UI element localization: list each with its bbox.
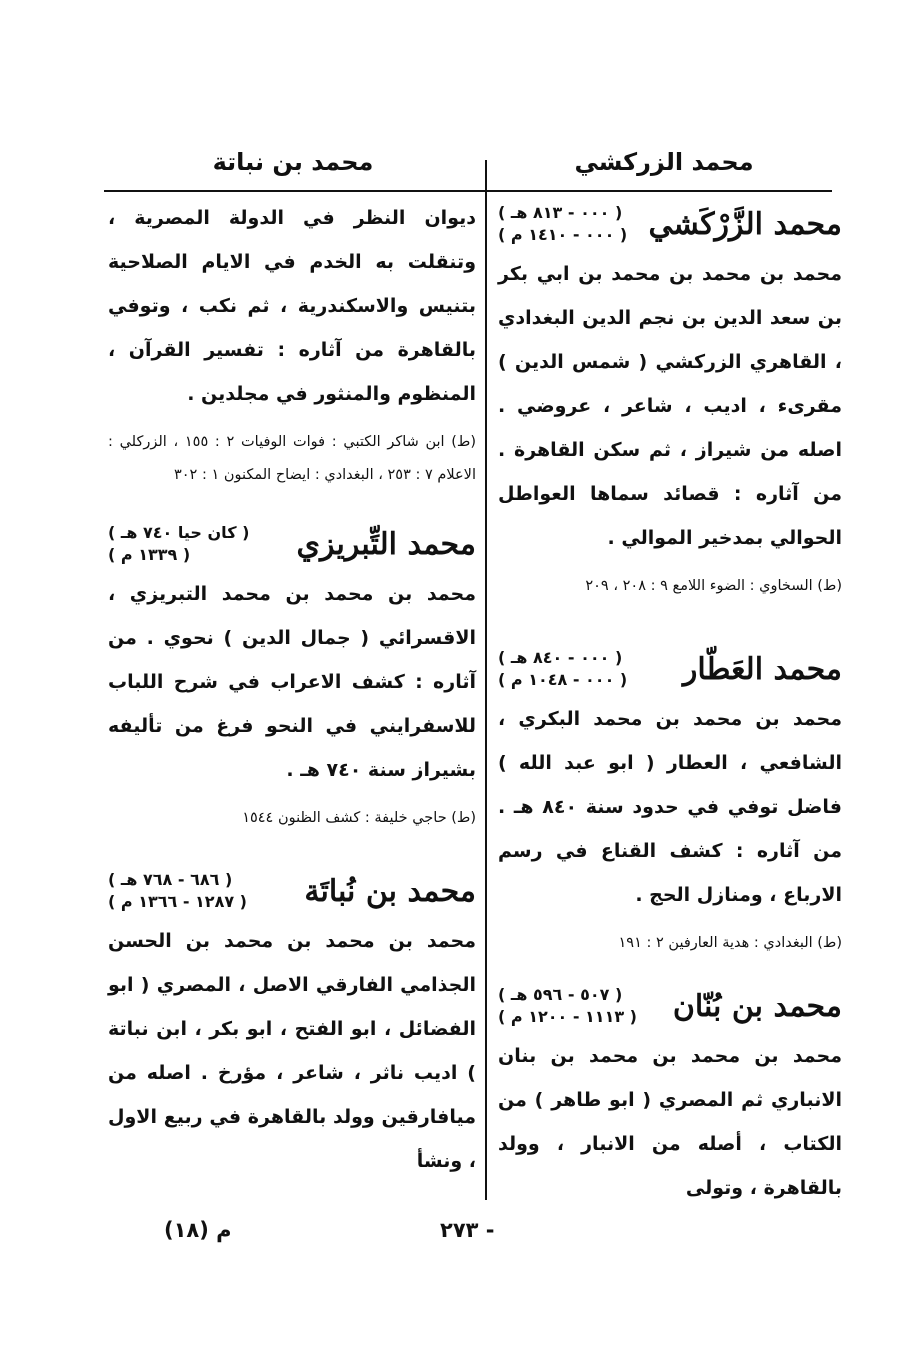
entry-tabrizi [108, 522, 476, 835]
page-number: - ٢٧٣ [440, 1218, 495, 1242]
entry-name: محمد التِّبريزي [296, 526, 476, 562]
entry-ibn-bunnan [498, 984, 842, 1210]
entry-zarkashi [498, 202, 842, 603]
signature-mark: م (١٨) [164, 1218, 232, 1242]
hijri-dates: ( كان حيا ٧٤٠ هـ ) [108, 523, 250, 542]
header-rule [104, 190, 832, 192]
entry-name: محمد الزَّرْكَشي [648, 206, 842, 242]
entry-body: محمد بن محمد بن محمد بن ابي بكر بن سعد الدين بن نجم الدين البغدادي ، القاهري الزركشي ( شمس الدين ) مقرىء ، اديب ، شاعر ، عروضي . اصله من شيراز ، ثم سكن القاهرة . من آثاره : قصائد سماها العواطل الحوالي بمدخير الموالي . [498, 263, 842, 549]
entry-dates [108, 522, 249, 566]
entry-name: محمد بن بُنّان [672, 988, 842, 1024]
entry-source: (ط) البغدادي : هدية العارفين ٢ : ١٩١ [618, 935, 842, 951]
entry-source: (ط) ابن شاكر الكتبي : فوات الوفيات ٢ : ١٥٥ ، الزركلي : الاعلام ٧ : ٢٥٣ ، البغدادي : ايضاح المكنون ١ : ٣٠٢ [108, 434, 477, 483]
gregorian-dates: ( ١١١٣ - ١٢٠٠ م ) [498, 1007, 637, 1026]
entry-body: محمد بن محمد بن محمد بن بنان الانباري ثم المصري ( ابو طاهر ) من الكتاب ، أصله من الانبار ، وولد بالقاهرة ، وتولى [498, 1045, 842, 1199]
entry-body: محمد بن محمد بن محمد البكري ، الشافعي ، العطار ( ابو عبد الله ) فاضل توفي في حدود سنة ٨٤٠ هـ . من آثاره : كشف القناع في رسم الارباع ، ومنازل الحج . [498, 708, 842, 906]
entry-continuation [108, 196, 476, 492]
entry-dates [108, 869, 247, 913]
right-column [498, 196, 842, 1208]
entry-name: محمد العَطّار [682, 651, 842, 687]
gregorian-dates: ( ١٢٨٧ - ١٣٦٦ م ) [108, 892, 247, 911]
entry-heading [498, 202, 842, 246]
entry-heading [108, 869, 476, 913]
gregorian-dates: ( ١٣٣٩ م ) [108, 545, 191, 564]
entry-heading [108, 522, 476, 566]
entry-body: ديوان النظر في الدولة المصرية ، وتنقلت به الخدم في الايام الصلاحية بتنيس والاسكندرية ، ثم نكب ، وتوفي بالقاهرة من آثاره : تفسير القرآن ، المنظوم والمنثور في مجلدين . [108, 207, 476, 405]
entry-dates [498, 647, 627, 691]
entry-heading [498, 984, 842, 1028]
entry-dates [498, 202, 627, 246]
hijri-dates: ( ٠٠٠ - ٨١٣ هـ ) [498, 203, 623, 222]
left-column [108, 196, 476, 1208]
hijri-dates: ( ٦٨٦ - ٧٦٨ هـ ) [108, 870, 233, 889]
hijri-dates: ( ٥٠٧ - ٥٩٦ هـ ) [498, 985, 623, 1004]
entry-name: محمد بن نُباتَة [304, 873, 476, 909]
entry-ibn-nubata [108, 869, 476, 1183]
running-head-right: محمد الزركشي [574, 148, 754, 176]
running-head-left: محمد بن نباتة [212, 148, 374, 176]
entry-attar [498, 647, 842, 960]
column-divider [485, 160, 487, 1200]
entry-heading [498, 647, 842, 691]
entry-body: محمد بن محمد بن محمد التبريزي ، الاقسرائي ( جمال الدين ) نحوي . من آثاره : كشف الاعراب في شرح اللباب للاسفرايني في النحو فرغ من تأليفه بشيراز سنة ٧٤٠ هـ . [108, 583, 476, 781]
entry-source: (ط) حاجي خليفة : كشف الظنون ١٥٤٤ [242, 810, 476, 826]
entry-body: محمد بن محمد بن محمد بن الحسن الجذامي الفارقي الاصل ، المصري ( ابو الفضائل ، ابو الفتح ، ابو بكر ، ابن نباتة ) اديب ناثر ، شاعر ، مؤرخ . اصله من ميافارقين وولد بالقاهرة في ربيع الاول ، ونشأ [108, 930, 476, 1172]
entry-source: (ط) السخاوي : الضوء اللامع ٩ : ٢٠٨ ، ٢٠٩ [585, 578, 842, 594]
gregorian-dates: ( ٠٠٠ - ١٠٤٨ م ) [498, 670, 628, 689]
hijri-dates: ( ٠٠٠ - ٨٤٠ هـ ) [498, 648, 623, 667]
gregorian-dates: ( ٠٠٠ - ١٤١٠ م ) [498, 225, 628, 244]
entry-dates [498, 984, 637, 1028]
